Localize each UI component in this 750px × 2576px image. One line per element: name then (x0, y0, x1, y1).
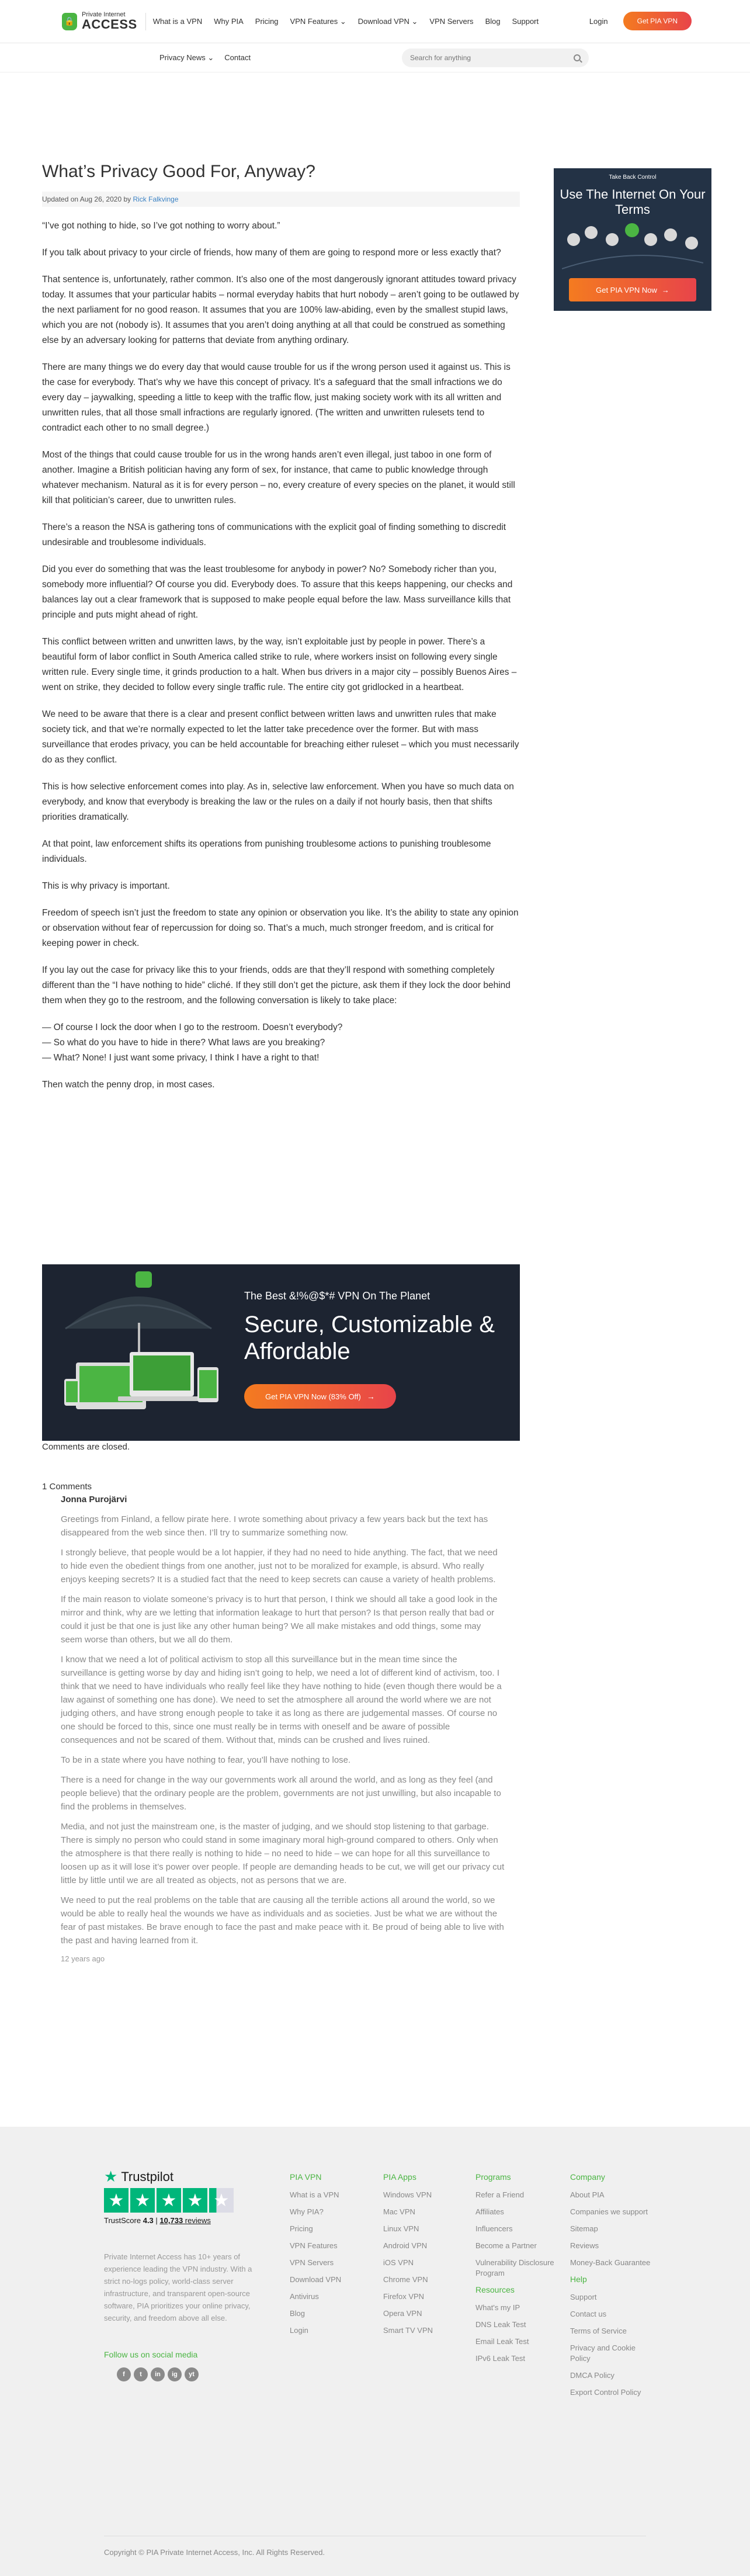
comment-author: Jonna Purojärvi (61, 1495, 127, 1504)
location-pins-illustration (562, 222, 703, 275)
footer-link[interactable]: Login (290, 2326, 308, 2335)
comment-paragraph: There is a need for change in the way our governments work all around the world, and as long as they feel (and people believe) that the ordinary people are the problem, governments are not just unwilling, but also incapable to find the problems in themselves. (61, 1775, 501, 1812)
paragraph: This is why privacy is important. (42, 881, 170, 891)
trustpilot-widget[interactable] (104, 2168, 234, 2225)
star-icon: ★ (104, 2188, 129, 2213)
comments-count: 1 Comments (42, 1482, 92, 1492)
search-box (402, 48, 589, 67)
footer-link[interactable]: Companies we support (570, 2207, 648, 2216)
paragraph: Then watch the penny drop, in most cases. (42, 1080, 215, 1090)
comment-paragraph: To be in a state where you have nothing to fear, you’ll have nothing to lose. (61, 1755, 351, 1765)
paragraph: That sentence is, unfortunately, rather common. It’s also one of the most dangerously ignorant attitudes toward privacy today. It assumes that your particular habits – normal everyday habits that hurt nobody – aren’t going to be outlawed by the next parliament for no good reason. It assumes that you are 100% law-abiding, even by the smallest stupid laws, which you are not (nobody is). It assumes that you aren’t doing anything at all that could be construed as something else by an adversary looking for patterns that deviate from anything ordinary. (42, 275, 519, 345)
dialog (42, 1020, 520, 1066)
footer-column-title: Programs (475, 2172, 511, 2182)
comment-paragraph: We need to put the real problems on the table that are causing all the terrible actions all around the world, so we would be able to really heal the wounds we have as individuals and as societies. Just be what we are without the fear of past mistakes. Be brave enough to face the past and make peace with it. Be proud of being able to live with the past and having learned from it. (61, 1895, 504, 1946)
comment-paragraph: I strongly believe, that people would be a lot happier, if they had no need to hide anything. The fact, that we need to hide even the obedient things from one another, just not to be moralized for example, is absurd. Who really enjoys keeping secrets? It is a studied fact that the need to keep secrets can cause a variety of health problems. (61, 1548, 498, 1585)
footer-link[interactable]: VPN Servers (290, 2258, 334, 2267)
footer-link[interactable]: Influencers (475, 2224, 513, 2233)
footer-link[interactable]: Export Control Policy (570, 2388, 641, 2397)
nav-blog[interactable]: Blog (485, 16, 501, 26)
comments-closed-notice: Comments are closed. (42, 1442, 130, 1452)
footer-column-title: Company (570, 2172, 605, 2182)
comment-timestamp: 12 years ago (61, 1954, 105, 1963)
footer-link[interactable]: Email Leak Test (475, 2337, 529, 2346)
trustpilot-name: Trustpilot (121, 2169, 173, 2184)
footer-link[interactable]: Sitemap (570, 2224, 598, 2233)
paragraph: We need to be aware that there is a clear and present conflict between written laws and unwritten rules that make society tick, and that we’re normally expected to let the latter take precedence over the former. But with mass surveillance that erodes privacy, you can be held accountable for breaching either ruleset – which you must necessarily do as they conflict. (42, 709, 519, 765)
paragraph: At that point, law enforcement shifts its operations from punishing troublesome actions to punishing troublesome individuals. (42, 839, 491, 864)
paragraph: This conflict between written and unwritten laws, by the way, isn’t exploitable just by people in power. There’s a beautiful form of labor conflict in South America called strike to rule, where workers insist on following every single written rule. Every single time, it grinds production to a halt. When bus drivers in a major city – possibly Buenos Aires – went on strike, they decided to follow every single traffic rule. The entire city got gridlocked in a heartbeat. (42, 637, 517, 692)
get-pia-vpn-button[interactable]: Get PIA VPN (623, 12, 692, 30)
footer-column-title: PIA VPN (290, 2172, 322, 2182)
main-nav (153, 17, 539, 26)
social-links (117, 2367, 199, 2381)
dialog-line: — What? None! I just want some privacy, I think I have a right to that! (42, 1053, 320, 1063)
footer-column-programs (475, 2172, 563, 2370)
promo-banner[interactable] (42, 1264, 520, 1441)
paragraph: Freedom of speech isn’t just the freedom to state any opinion or observation you like. It’s the ability to state any opinion or observation without fear of repercussion for doing so. That’s a much, much stronger freedom, and is critical for keeping power in check. (42, 908, 519, 948)
footer-about-text: Private Internet Access has 10+ years of experience leading the VPN industry. With a strict no-logs policy, world-class server infrastructure, and transparent open-source software, PIA prioritizes your online privacy, security, and freedom above all else. (104, 2252, 252, 2322)
footer-link[interactable]: Linux VPN (383, 2224, 419, 2233)
page-title: What’s Privacy Good For, Anyway? (42, 159, 520, 189)
promo-subheading: The Best &!%@$*# VPN On The Planet (244, 1290, 430, 1302)
copyright: Copyright © PIA Private Internet Access, Inc. All Rights Reserved. (104, 2548, 325, 2557)
dialog-line: — So what do you have to hide in there? What laws are you breaking? (42, 1038, 325, 1048)
star-icon: ★ (183, 2188, 207, 2213)
footer-link[interactable]: What is a VPN (290, 2190, 339, 2199)
footer-link[interactable]: iOS VPN (383, 2258, 414, 2267)
nav-download-vpn[interactable]: Download VPN ⌄ (357, 16, 418, 26)
paragraph: There’s a reason the NSA is gathering tons of communications with the explicit goal of finding something to discredit undesirable and troublesome individuals. (42, 522, 506, 547)
footer-link[interactable]: Smart TV VPN (383, 2326, 433, 2335)
facebook-icon[interactable]: f (117, 2367, 131, 2381)
linkedin-icon[interactable]: in (151, 2367, 165, 2381)
comment-paragraph: Greetings from Finland, a fellow pirate here. I wrote something about privacy a few years back but the text has disappeared from the web since then. I’ll try to summarize something now. (61, 1514, 488, 1538)
follow-label: Follow us on social media (104, 2350, 198, 2359)
chevron-down-icon: ⌄ (339, 16, 346, 26)
arrow-right-icon: → (661, 285, 669, 294)
nav-why-pia[interactable]: Why PIA (214, 16, 244, 26)
paragraph: Most of the things that could cause trouble for us in the wrong hands aren’t even illegal, just taboo in one form of another. Imagine a British politician having any form of sex, for instance, that came to public knowledge through whatever mechanism. Natural as it is for every person – no, every creature of every species on the planet, it would still kill that politician’s career, due to unwritten rules. (42, 450, 515, 505)
paragraph: If you lay out the case for privacy like this to your friends, odds are that they’ll respond with something completely different than the “I have nothing to hide” cliché. If they still don’t get the picture, ask them if they lock the door behind them when they go to the restroom, and the following conversation is likely to take place: (42, 965, 511, 1006)
footer-link[interactable]: Blog (290, 2309, 305, 2318)
footer-link[interactable]: Vulnerability Disclosure Program (475, 2258, 554, 2277)
star-icon: ★ (130, 2188, 155, 2213)
article (42, 159, 520, 1093)
sidebar-ad-heading: Use The Internet On Your Terms (560, 187, 706, 217)
comment-paragraph: I know that we need a lot of political activism to stop all this surveillance but in the mean time since the surveillance is getting worse by day and hiding isn’t going to help, we need a lot of different kind of activism, too. I think that we need to have individuals who really feel like they have nothing to hide (even though there would be a law against of something one has done). We need to set the atmosphere all around the world where we are not judging others, and have strong enough people to take it as long as there are judgemental masses. Of course no one should be forced to this, since one must really be in terms with oneself and be aware of possible consequences and not be scared of them. Without that, minds can be crushed and lives ruined. (61, 1655, 502, 1745)
search-icon[interactable] (574, 54, 581, 61)
search-input[interactable] (410, 54, 562, 62)
footer-link[interactable]: What's my IP (475, 2303, 520, 2312)
footer-link[interactable]: Windows VPN (383, 2190, 432, 2199)
nav-support[interactable]: Support (512, 16, 539, 26)
top-navigation-bar (0, 0, 750, 43)
paragraph: This is how selective enforcement comes into play. As in, selective law enforcement. When you have so much data on everybody, and know that everybody is breaking the law or the rules on a daily if not hourly basis, then that shifts priorities dramatically. (42, 782, 514, 822)
promo-cta-button[interactable]: Get PIA VPN Now (83% Off) → (244, 1384, 396, 1409)
instagram-icon[interactable]: ig (168, 2367, 182, 2381)
footer-link[interactable]: Download VPN (290, 2275, 342, 2284)
chevron-down-icon: ⌄ (207, 53, 214, 62)
sidebar-ad[interactable] (554, 168, 711, 311)
nav-vpn-features[interactable]: VPN Features ⌄ (290, 16, 346, 26)
footer-link[interactable]: Firefox VPN (383, 2292, 425, 2301)
star-icon: ★ (157, 2188, 181, 2213)
logo-big-text: ACCESS (82, 17, 137, 32)
paragraph: If you talk about privacy to your circle of friends, how many of them are going to respond more or less exactly that? (42, 248, 501, 258)
nav-what-is-vpn[interactable]: What is a VPN (152, 16, 203, 26)
comment-paragraph: Media, and not just the mainstream one, is the master of judging, and we should stop listening to that garbage. There is simply no person who could stand in some imaginary moral high-ground compared to others. Only when the atmosphere is that there really is nothing to hide – no need to hide – we can hope for all this surveillance to loosen up as it will lose it’s power over people. If people are demanding heads to be cut, we will get our privacy cut little by little until we are all treated as objects, not as persons that we are. (61, 1822, 505, 1885)
footer-column-title: PIA Apps (383, 2172, 416, 2182)
nav-pricing[interactable]: Pricing (255, 16, 279, 26)
footer-link[interactable]: Privacy and Cookie Policy (570, 2343, 636, 2363)
footer-link[interactable]: IPv6 Leak Test (475, 2354, 526, 2363)
article-body (42, 219, 520, 1093)
paragraph: “I’ve got nothing to hide, so I’ve got nothing to worry about.” (42, 221, 280, 231)
nav-vpn-servers[interactable]: VPN Servers (429, 16, 474, 26)
youtube-icon[interactable]: yt (185, 2367, 199, 2381)
footer (0, 2127, 750, 2576)
footer-column-company (570, 2172, 658, 2404)
arrow-right-icon: → (366, 1392, 375, 1401)
footer-link[interactable]: DNS Leak Test (475, 2320, 526, 2329)
footer-link[interactable]: Affiliates (475, 2207, 504, 2216)
footer-column-pia-vpn (290, 2172, 377, 2342)
footer-link[interactable]: Chrome VPN (383, 2275, 428, 2284)
article-meta: Updated on Aug 26, 2020 by Rick Falkvinge (42, 192, 520, 207)
footer-column-title: Resources (475, 2285, 515, 2294)
comment-paragraph: If the main reason to violate someone’s privacy is to hurt that person, I think we should all take a good look in the mirror and think, why are we letting that information leakage to hurt that person? Is that person really that bad or could it just be that one is just like any other human being? We all make mistakes and odd things, some may seem worse than others, but we all do them. (61, 1594, 498, 1645)
pia-logo[interactable] (62, 12, 137, 31)
footer-link[interactable]: About PIA (570, 2190, 605, 2199)
footer-link[interactable]: Opera VPN (383, 2309, 422, 2318)
footer-column-pia-apps (383, 2172, 471, 2342)
logo-small-text: Private Internet (82, 11, 126, 18)
secondary-navigation-bar (0, 43, 750, 72)
footer-link[interactable]: Refer a Friend (475, 2190, 525, 2199)
sidebar-ad-button[interactable]: Get PIA VPN Now → (569, 278, 696, 301)
footer-column-title: Help (570, 2275, 587, 2284)
footer-link[interactable]: Pricing (290, 2224, 313, 2233)
footer-link[interactable]: Why PIA? (290, 2207, 324, 2216)
footer-link[interactable]: Money-Back Guarantee (570, 2258, 651, 2267)
footer-link[interactable]: Mac VPN (383, 2207, 415, 2216)
twitter-icon[interactable]: t (134, 2367, 148, 2381)
chevron-down-icon: ⌄ (411, 16, 418, 26)
comment (61, 1495, 505, 1963)
paragraph: There are many things we do every day that would cause trouble for us if the wrong person used it against us. This is the case for everybody. That’s why we have this concept of privacy. It’s a safeguard that the small infractions we do every day – jaywalking, speeding a little to keep with the traffic flow, just making society work with its all written and unwritten rules, that all those small infractions are regularly ignored. (The written and unwritten rulesets tend to contradict each other to no small degree.) (42, 362, 511, 433)
footer-link[interactable]: Become a Partner (475, 2241, 537, 2250)
footer-link[interactable]: Contact us (570, 2310, 607, 2318)
star-icon: ★ (209, 2188, 234, 2213)
trustpilot-rating-stars (104, 2188, 234, 2213)
contact-link[interactable]: Contact (224, 53, 251, 62)
footer-link[interactable]: DMCA Policy (570, 2371, 614, 2380)
author-link[interactable]: Rick Falkvinge (133, 195, 179, 203)
footer-link[interactable]: Support (570, 2293, 597, 2301)
privacy-news-dropdown[interactable]: Privacy News ⌄ (159, 53, 214, 62)
footer-link[interactable]: Android VPN (383, 2241, 428, 2250)
sidebar-ad-kicker: Take Back Control (609, 174, 657, 181)
umbrella-devices-illustration (42, 1264, 235, 1441)
logo-divider (145, 13, 146, 30)
footer-link[interactable]: Terms of Service (570, 2327, 627, 2335)
promo-heading: Secure, Customizable & Affordable (244, 1312, 495, 1364)
footer-link[interactable]: Reviews (570, 2241, 599, 2250)
login-link[interactable]: Login (589, 16, 608, 26)
paragraph: Did you ever do something that was the least troublesome for anybody in power? No? Somebody richer than you, somebody more influential? Of course you did. Everybody does. To assure that this keeps happening, our checks and balances lay out a clear framework that is supposed to make people equal before the law. Mass surveillance kills that principle and puts might ahead of right. (42, 564, 513, 620)
trustscore: TrustScore 4.3 | 10,733 reviews (104, 2216, 211, 2225)
footer-link[interactable]: Antivirus (290, 2292, 319, 2301)
trustpilot-star-icon: ★ (104, 2168, 118, 2185)
footer-link[interactable]: VPN Features (290, 2241, 338, 2250)
padlock-icon: 🔒 (62, 13, 77, 30)
reviews-link[interactable]: 10,733 reviews (159, 2216, 211, 2225)
dialog-line: — Of course I lock the door when I go to the restroom. Doesn’t everybody? (42, 1022, 343, 1032)
